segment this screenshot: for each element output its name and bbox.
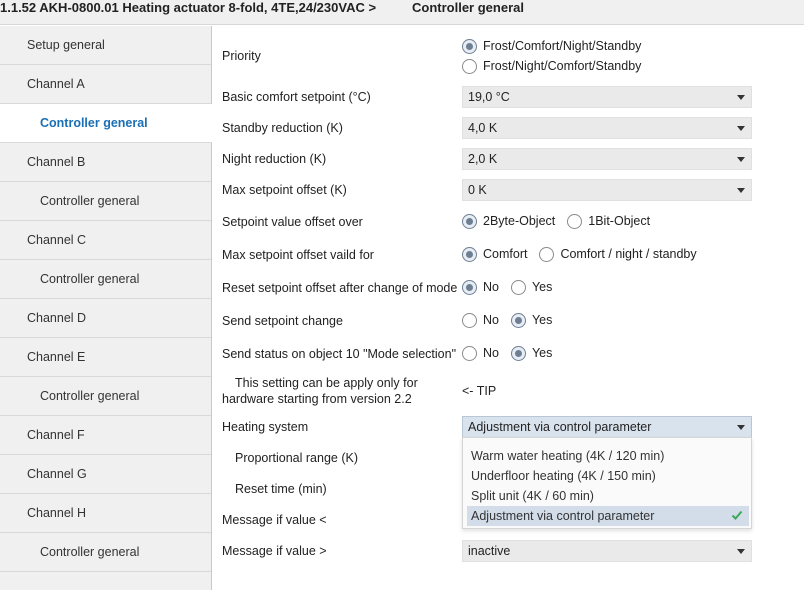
device-title: 1.1.52 AKH-0800.01 Heating actuator 8-fold, 4TE,24/230VAC > (0, 0, 377, 15)
offset-valid-option-comfort[interactable] (462, 247, 527, 262)
sidebar-item-label: Channel H (27, 506, 87, 520)
radio-label: 2Byte-Object (483, 214, 556, 228)
sidebar-item-channel-g[interactable] (0, 455, 211, 494)
priority-option-2: Frost/Night/Comfort/Standby (483, 59, 642, 73)
standby-reduction-label: Standby reduction (K) (222, 121, 343, 135)
sidebar-item-channel-f[interactable] (0, 416, 211, 455)
radio-label: Yes (531, 346, 553, 360)
send-status-option-no[interactable] (462, 346, 499, 361)
offset-valid-radios (462, 244, 709, 264)
radio-label: Comfort / night / standby (560, 247, 697, 261)
tip-label: <- TIP (462, 384, 497, 398)
reset-time-label: Reset time (min) (235, 482, 327, 496)
max-offset-select[interactable] (462, 179, 752, 201)
priority-option-1: Frost/Comfort/Night/Standby (483, 39, 642, 53)
option-label: Split unit (4K / 60 min) (471, 489, 594, 503)
priority-radio-1[interactable] (462, 36, 653, 56)
radio-unselected-icon[interactable] (462, 59, 477, 74)
sidebar-item-channel-d[interactable] (0, 299, 211, 338)
option-label: Warm water heating (4K / 120 min) (471, 449, 665, 463)
dropdown-option-split-unit[interactable] (467, 486, 749, 506)
priority-label: Priority (222, 49, 261, 63)
max-offset-value: 0 K (468, 183, 487, 197)
night-reduction-label: Night reduction (K) (222, 152, 327, 166)
basic-comfort-label: Basic comfort setpoint (°C) (222, 90, 371, 104)
radio-selected-icon[interactable] (462, 247, 477, 262)
chevron-down-icon (737, 95, 745, 100)
checkmark-icon (731, 509, 743, 521)
reset-offset-option-yes[interactable] (511, 280, 552, 295)
radio-selected-icon[interactable] (462, 39, 477, 54)
send-setpoint-option-yes[interactable] (511, 313, 552, 328)
basic-comfort-select[interactable] (462, 86, 752, 108)
heating-system-label: Heating system (222, 420, 309, 434)
max-offset-label: Max setpoint offset (K) (222, 183, 347, 197)
sidebar-item-channel-e[interactable] (0, 338, 211, 377)
sidebar-item-label: Controller general (40, 545, 140, 559)
sidebar-item-label: Channel D (27, 311, 87, 325)
message-greater-value: inactive (468, 544, 511, 558)
priority-radio-2[interactable] (462, 56, 653, 76)
sidebar-item-label: Controller general (40, 272, 140, 286)
sidebar-item-channel-c[interactable] (0, 221, 211, 260)
sidebar-item-label: Channel B (27, 155, 86, 169)
sidebar-item-channel-b-controller-general[interactable] (0, 182, 211, 221)
sidebar-item-channel-c-controller-general[interactable] (0, 260, 211, 299)
radio-selected-icon[interactable] (511, 313, 526, 328)
proportional-range-label: Proportional range (K) (235, 451, 358, 465)
sidebar-item-label: Channel G (27, 467, 87, 481)
heating-system-dropdown (462, 437, 752, 529)
radio-label: No (483, 313, 499, 327)
title-bar (0, 0, 804, 25)
offset-valid-label: Max setpoint offset vaild for (222, 248, 374, 262)
standby-reduction-value: 4,0 K (468, 121, 498, 135)
radio-selected-icon[interactable] (462, 214, 477, 229)
sidebar (0, 26, 212, 590)
chevron-down-icon (737, 549, 745, 554)
reset-offset-label: Reset setpoint offset after change of mode (222, 281, 458, 295)
radio-unselected-icon[interactable] (462, 313, 477, 328)
page-title: Controller general (412, 0, 524, 15)
message-greater-label: Message if value > (222, 544, 327, 558)
offset-over-option-1bit[interactable] (567, 214, 650, 229)
sidebar-item-label: Channel F (27, 428, 85, 442)
sidebar-item-channel-a-controller-general[interactable] (0, 104, 212, 143)
radio-label: Yes (531, 313, 553, 327)
radio-unselected-icon[interactable] (567, 214, 582, 229)
offset-valid-option-all[interactable] (539, 247, 696, 262)
send-status-radios (462, 343, 564, 363)
send-setpoint-option-no[interactable] (462, 313, 499, 328)
offset-over-option-2byte[interactable] (462, 214, 555, 229)
radio-unselected-icon[interactable] (539, 247, 554, 262)
chevron-down-icon (737, 126, 745, 131)
sidebar-item-label: Setup general (27, 38, 105, 52)
message-less-label: Message if value < (222, 513, 327, 527)
reset-offset-radios (462, 277, 564, 297)
offset-over-label: Setpoint value offset over (222, 215, 363, 229)
reset-offset-option-no[interactable] (462, 280, 499, 295)
dropdown-option-warm-water[interactable] (467, 446, 749, 466)
sidebar-item-label: Channel E (27, 350, 86, 364)
radio-unselected-icon[interactable] (511, 280, 526, 295)
chevron-down-icon (737, 188, 745, 193)
option-label: Underfloor heating (4K / 150 min) (471, 469, 656, 483)
standby-reduction-select[interactable] (462, 117, 752, 139)
sidebar-item-label: Controller general (40, 116, 148, 130)
sidebar-item-channel-b[interactable] (0, 143, 211, 182)
sidebar-item-label: Channel C (27, 233, 87, 247)
dropdown-option-adjustment[interactable] (467, 506, 749, 526)
chevron-down-icon (737, 157, 745, 162)
offset-over-radios (462, 211, 662, 231)
send-setpoint-radios (462, 310, 564, 330)
night-reduction-select[interactable] (462, 148, 752, 170)
hardware-note-line-1: This setting can be apply only for (235, 376, 418, 390)
radio-label: No (483, 346, 499, 360)
sidebar-item-channel-a[interactable] (0, 65, 211, 104)
basic-comfort-value: 19,0 °C (468, 90, 510, 104)
sidebar-item-label: Channel A (27, 77, 85, 91)
chevron-down-icon (737, 425, 745, 430)
send-status-label: Send status on object 10 "Mode selection" (222, 347, 457, 361)
sidebar-item-channel-h[interactable] (0, 494, 211, 533)
sidebar-item-channel-e-controller-general[interactable] (0, 377, 211, 416)
sidebar-item-label: Controller general (40, 389, 140, 403)
night-reduction-value: 2,0 K (468, 152, 498, 166)
heating-system-value: Adjustment via control parameter (468, 420, 652, 434)
sidebar-item-setup-general[interactable] (0, 26, 211, 65)
hardware-note-line-2: hardware starting from version 2.2 (222, 392, 412, 406)
option-label: Adjustment via control parameter (471, 509, 655, 523)
radio-label: Comfort (483, 247, 528, 261)
message-greater-select[interactable] (462, 540, 752, 562)
radio-selected-icon[interactable] (462, 280, 477, 295)
radio-label: 1Bit-Object (588, 214, 651, 228)
radio-unselected-icon[interactable] (462, 346, 477, 361)
radio-label: No (483, 280, 499, 294)
sidebar-item-channel-h-controller-general[interactable] (0, 533, 211, 572)
radio-label: Yes (531, 280, 553, 294)
dropdown-option-underfloor[interactable] (467, 466, 749, 486)
heating-system-select[interactable] (462, 416, 752, 438)
sidebar-item-label: Controller general (40, 194, 140, 208)
radio-selected-icon[interactable] (511, 346, 526, 361)
send-status-option-yes[interactable] (511, 346, 552, 361)
send-setpoint-label: Send setpoint change (222, 314, 343, 328)
